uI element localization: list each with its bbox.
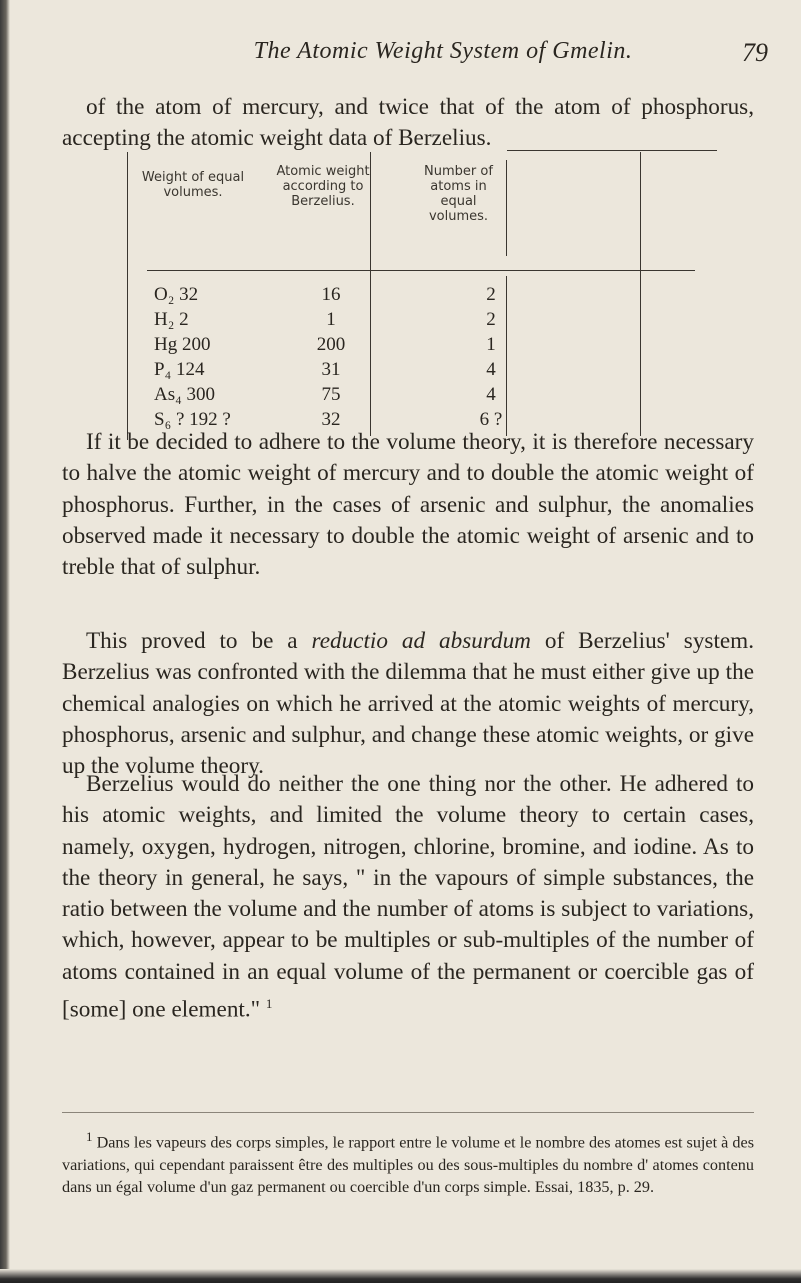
table-rule xyxy=(507,150,717,151)
footnote-divider xyxy=(62,1112,754,1113)
cell-atoms: 6 ? xyxy=(479,409,503,430)
page-number: 79 xyxy=(742,38,768,67)
table-rule xyxy=(127,270,128,440)
page-header xyxy=(118,38,768,78)
header-atoms: Number of atoms in equal volumes. xyxy=(424,164,493,224)
cell-atomic-weight: 31 xyxy=(321,359,341,380)
table-rule xyxy=(640,152,641,436)
running-title: The Atomic Weight System of Gmelin. xyxy=(253,38,633,64)
header-weight: Weight of equal volumes. xyxy=(141,170,245,200)
table-rule xyxy=(147,270,695,271)
cell-weight: As₄ 300 xyxy=(154,384,215,405)
paragraph-reductio-start: This proved to be a xyxy=(86,628,312,654)
cell-weight: H₂ 2 xyxy=(154,309,189,330)
page-binding-shadow xyxy=(0,0,10,1283)
table-rule xyxy=(506,160,507,256)
cell-atomic-weight: 75 xyxy=(321,384,341,405)
atomic-weight-table xyxy=(127,150,727,440)
cell-atoms: 4 xyxy=(486,359,496,380)
cell-atomic-weight: 16 xyxy=(321,284,341,305)
header-atomic-weight: Atomic weight according to Berzelius. xyxy=(276,164,370,209)
cell-atoms: 1 xyxy=(486,334,496,355)
paragraph-reductio-rest: of Berzelius' system. Berzelius was confronted with the dilemma that he must either give up the chemical analogies on which he arrived at the atomic weights of mercury, phosphorus, arsenic and sulphur, and change these atomic weights, or give up the volume theory. xyxy=(62,628,755,780)
cell-atoms: 4 xyxy=(486,384,496,405)
cell-weight: P₄ 124 xyxy=(154,359,205,380)
footnote xyxy=(62,1126,754,1199)
paragraph-intro: of the atom of mercury, and twice that of the atom of phosphorus, accepting the atomic weight data of Berzelius. xyxy=(62,94,754,152)
paragraph-reductio xyxy=(62,626,754,782)
latin-phrase: reductio ad absurdum xyxy=(311,628,531,654)
footnote-reference: 1 xyxy=(265,996,273,1012)
cell-atoms: 2 xyxy=(486,309,496,330)
paragraph-berzelius-position xyxy=(62,769,754,1026)
cell-weight: Hg 200 xyxy=(154,334,211,355)
footnote-text: Dans les vapeurs des corps simples, le rapport entre le volume et le nombre des atomes est sujet à des variations, qui cependant paraissent être des multiples ou des sous-multiples du nombre d' atomes contenu dans un égal volume d'un gaz permanent ou coercible d'un corps simple. Essai, 1835, p. 29. xyxy=(62,1133,754,1197)
cell-atomic-weight: 32 xyxy=(321,409,341,430)
paragraph-berzelius-text: Berzelius would do neither the one thing nor the other. He adhered to his atomic weights, and limited the volume theory to certain cases, namely, oxygen, hydrogen, nitrogen, chlorine, bromine, and iodine. As to the theory in general, he says, " in the vapours of simple substances, the ratio between the volume and the number of atoms is subject to variations, which, however, appear to be multiples or sub-multiples of the number of atoms contained in an equal volume of the permanent or coercible gas of [some] one element." xyxy=(62,771,754,1023)
cell-atomic-weight: 1 xyxy=(326,309,336,330)
table-rule xyxy=(127,152,128,270)
cell-atoms: 2 xyxy=(486,284,496,305)
cell-weight: S₆ ? 192 ? xyxy=(154,409,231,430)
cell-weight: O₂ 32 xyxy=(154,284,199,305)
cell-atomic-weight: 200 xyxy=(316,334,346,355)
page-bottom-edge xyxy=(0,1269,801,1283)
footnote-marker: 1 xyxy=(86,1129,93,1144)
paragraph-volume-theory: If it be decided to adhere to the volume theory, it is therefore necessary to halve the atomic weight of mercury and to double the atomic weight of phosphorus. Further, in the cases of arsenic and sulphur, the anomalies observed made it necessary to double the atomic weight of arsenic and to treble that of sulphur. xyxy=(62,429,754,581)
